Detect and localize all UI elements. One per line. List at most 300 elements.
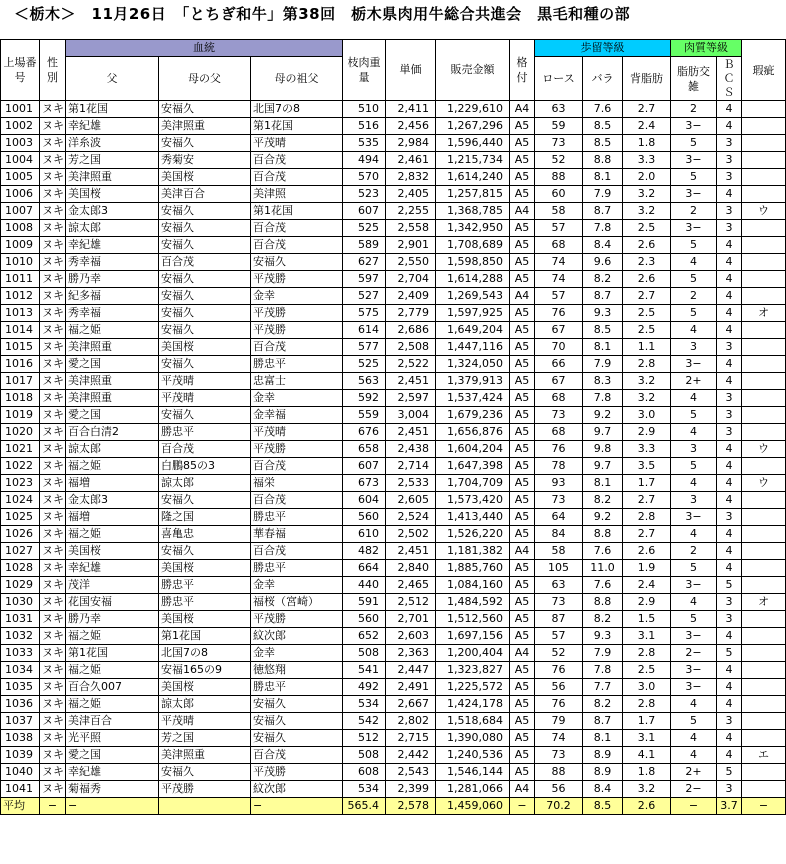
cell-marbling: 2	[671, 288, 717, 305]
cell-bcs: 4	[717, 696, 742, 713]
table-row	[1, 203, 786, 220]
cell-mothers-father: 勝忠平	[159, 424, 251, 441]
cell-no: 1025	[1, 509, 40, 526]
cell-unit-price: 2,451	[386, 373, 436, 390]
cell-no: 1026	[1, 526, 40, 543]
cell-mothers-grandfather: 徳悠翔	[251, 662, 343, 679]
cell-no: 1021	[1, 441, 40, 458]
cell-grade: A5	[510, 441, 535, 458]
cell-bcs: 4	[717, 560, 742, 577]
cell-mothers-father: 北国7の8	[159, 645, 251, 662]
cell-defect	[742, 577, 786, 594]
cell-unit-price: 2,442	[386, 747, 436, 764]
cell-mothers-father: 安福久	[159, 203, 251, 220]
cell-rib: 9.2	[583, 509, 623, 526]
cell-sex: ヌキ	[40, 458, 66, 475]
cell-sales: 1,518,684	[436, 713, 510, 730]
table-row	[1, 237, 786, 254]
cell-rib: 7.6	[583, 577, 623, 594]
cell-marbling: 4	[671, 594, 717, 611]
table-header	[1, 40, 786, 101]
cell-loin: 63	[535, 101, 583, 118]
cell-unit-price: 2,255	[386, 203, 436, 220]
cell-mothers-father: 喜亀忠	[159, 526, 251, 543]
cell-grade: A5	[510, 696, 535, 713]
cell-weight: 627	[343, 254, 386, 271]
cell-sex: ヌキ	[40, 237, 66, 254]
cell-defect	[742, 237, 786, 254]
cell-sex: ヌキ	[40, 271, 66, 288]
cell-father: 美津照重	[66, 339, 159, 356]
cell-rib: 7.8	[583, 662, 623, 679]
table-row	[1, 390, 786, 407]
cell-rib: 7.6	[583, 101, 623, 118]
cell-father: 勝乃幸	[66, 611, 159, 628]
cell-loin: 56	[535, 781, 583, 798]
cell-father: 金太郎3	[66, 492, 159, 509]
cell-unit-price: 2,512	[386, 594, 436, 611]
cell-unit-price: 2,399	[386, 781, 436, 798]
cell-rib: 8.2	[583, 696, 623, 713]
cell-no: 1019	[1, 407, 40, 424]
cell-defect	[742, 322, 786, 339]
cell-bcs: 4	[717, 492, 742, 509]
cell-mothers-father: 平茂勝	[159, 781, 251, 798]
cell-father: 福之姫	[66, 458, 159, 475]
cell-mothers-father: 安福久	[159, 220, 251, 237]
cell-marbling: 3−	[671, 186, 717, 203]
cell-rib: 9.3	[583, 305, 623, 322]
table-row	[1, 407, 786, 424]
cell-no: 1034	[1, 662, 40, 679]
cell-back-fat: 2.5	[623, 662, 671, 679]
cell-marbling: 5	[671, 169, 717, 186]
cell-sales: 1,512,560	[436, 611, 510, 628]
cell-bcs: 3	[717, 424, 742, 441]
cell-rib: 8.1	[583, 169, 623, 186]
cell-sales: 1,614,288	[436, 271, 510, 288]
cell-no: 1032	[1, 628, 40, 645]
cell-rib: 8.5	[583, 135, 623, 152]
cell-father: 美国桜	[66, 186, 159, 203]
cell-grade: A5	[510, 118, 535, 135]
cell-bcs: 4	[717, 288, 742, 305]
cell-no: 1020	[1, 424, 40, 441]
cell-unit-price: 2,508	[386, 339, 436, 356]
cell-father: 花国安福	[66, 594, 159, 611]
cell-marbling: 4	[671, 475, 717, 492]
cell-loin: 73	[535, 594, 583, 611]
cell-weight: 607	[343, 458, 386, 475]
cell-back-fat: 2.4	[623, 577, 671, 594]
cell-father: 茂洋	[66, 577, 159, 594]
cell-weight: 676	[343, 424, 386, 441]
table-row	[1, 645, 786, 662]
cell-weight: 525	[343, 356, 386, 373]
cell-grade: A4	[510, 781, 535, 798]
cell-grade: A5	[510, 186, 535, 203]
table-row	[1, 662, 786, 679]
table-row	[1, 271, 786, 288]
cell-grade: A5	[510, 407, 535, 424]
cell-father: 福増	[66, 509, 159, 526]
cell-no: 1031	[1, 611, 40, 628]
cell-sales: 1,537,424	[436, 390, 510, 407]
cell-sex: ヌキ	[40, 509, 66, 526]
header-back-fat: 背脂肪	[623, 57, 671, 101]
cell-sex: ヌキ	[40, 679, 66, 696]
cell-no: 1030	[1, 594, 40, 611]
cell-father: 福之姫	[66, 322, 159, 339]
table-row	[1, 781, 786, 798]
cell-marbling: 4	[671, 322, 717, 339]
cell-defect	[742, 645, 786, 662]
cell-loin: 52	[535, 645, 583, 662]
cell-father: 洋糸波	[66, 135, 159, 152]
cell-loin: 67	[535, 322, 583, 339]
table-row	[1, 169, 786, 186]
cell-mothers-grandfather: 平茂勝	[251, 611, 343, 628]
cell-father: 百合白清2	[66, 424, 159, 441]
cell-sex: ヌキ	[40, 577, 66, 594]
header-rib: バラ	[583, 57, 623, 101]
cell-defect	[742, 560, 786, 577]
cell-loin: 74	[535, 254, 583, 271]
cell-mothers-father: 安福久	[159, 322, 251, 339]
cell-grade: A4	[510, 288, 535, 305]
cell-back-fat: 1.8	[623, 135, 671, 152]
cell-mothers-father: 安福久	[159, 288, 251, 305]
cell-weight: 604	[343, 492, 386, 509]
cell-back-fat: 2.6	[623, 543, 671, 560]
cell-no: 1012	[1, 288, 40, 305]
table-row	[1, 543, 786, 560]
cell-weight: 542	[343, 713, 386, 730]
cell-grade: A5	[510, 339, 535, 356]
cell-mothers-father: 安福久	[159, 271, 251, 288]
average-father: −	[66, 798, 159, 815]
cell-mothers-grandfather: 第1花国	[251, 118, 343, 135]
cell-no: 1039	[1, 747, 40, 764]
cell-mothers-grandfather: 勝忠平	[251, 560, 343, 577]
cell-bcs: 3	[717, 594, 742, 611]
cell-rib: 9.7	[583, 424, 623, 441]
header-no: 上場番号	[1, 40, 40, 101]
cell-unit-price: 2,465	[386, 577, 436, 594]
cell-marbling: 5	[671, 407, 717, 424]
cell-back-fat: 1.7	[623, 713, 671, 730]
table-row	[1, 492, 786, 509]
cell-bcs: 4	[717, 322, 742, 339]
cell-unit-price: 2,603	[386, 628, 436, 645]
cell-bcs: 4	[717, 254, 742, 271]
cell-unit-price: 2,502	[386, 526, 436, 543]
average-marbling: −	[671, 798, 717, 815]
cell-sales: 1,269,543	[436, 288, 510, 305]
cell-father: 秀幸福	[66, 254, 159, 271]
cell-sales: 1,885,760	[436, 560, 510, 577]
cell-mothers-father: 美国桜	[159, 679, 251, 696]
cell-bcs: 3	[717, 220, 742, 237]
cell-marbling: 5	[671, 560, 717, 577]
cell-mothers-grandfather: 平茂勝	[251, 441, 343, 458]
table-row	[1, 713, 786, 730]
cell-marbling: 2−	[671, 781, 717, 798]
table-row	[1, 577, 786, 594]
cell-loin: 79	[535, 713, 583, 730]
cell-unit-price: 2,802	[386, 713, 436, 730]
cell-back-fat: 2.8	[623, 509, 671, 526]
cell-sex: ヌキ	[40, 135, 66, 152]
cell-back-fat: 2.3	[623, 254, 671, 271]
cell-loin: 76	[535, 441, 583, 458]
cell-back-fat: 3.0	[623, 407, 671, 424]
cell-no: 1038	[1, 730, 40, 747]
cell-back-fat: 4.1	[623, 747, 671, 764]
cell-no: 1010	[1, 254, 40, 271]
cell-defect	[742, 628, 786, 645]
cell-rib: 8.8	[583, 152, 623, 169]
cell-back-fat: 1.1	[623, 339, 671, 356]
cell-sales: 1,697,156	[436, 628, 510, 645]
header-defect: 瑕疵	[742, 40, 786, 101]
header-yield-grade: 歩留等級	[535, 40, 671, 57]
cell-sales: 1,424,178	[436, 696, 510, 713]
cell-mothers-grandfather: 金幸福	[251, 407, 343, 424]
cell-sex: ヌキ	[40, 118, 66, 135]
cell-grade: A5	[510, 271, 535, 288]
cell-sex: ヌキ	[40, 203, 66, 220]
cell-bcs: 4	[717, 730, 742, 747]
cell-loin: 68	[535, 390, 583, 407]
table-row	[1, 322, 786, 339]
cell-weight: 592	[343, 390, 386, 407]
cell-no: 1022	[1, 458, 40, 475]
cell-weight: 494	[343, 152, 386, 169]
cell-mothers-father: 隆之国	[159, 509, 251, 526]
cell-mothers-grandfather: 百合茂	[251, 152, 343, 169]
table-row	[1, 101, 786, 118]
cell-sales: 1,215,734	[436, 152, 510, 169]
cell-defect	[742, 781, 786, 798]
cell-bcs: 4	[717, 305, 742, 322]
cell-loin: 64	[535, 509, 583, 526]
cell-father: 菊福秀	[66, 781, 159, 798]
cell-no: 1027	[1, 543, 40, 560]
cell-bcs: 4	[717, 475, 742, 492]
cell-rib: 8.7	[583, 288, 623, 305]
cell-mothers-father: 美国桜	[159, 560, 251, 577]
cell-bcs: 3	[717, 169, 742, 186]
cell-father: 諒太郎	[66, 220, 159, 237]
cell-father: 福増	[66, 475, 159, 492]
cell-sex: ヌキ	[40, 169, 66, 186]
header-father: 父	[66, 57, 159, 101]
cell-marbling: 4	[671, 696, 717, 713]
cell-rib: 7.7	[583, 679, 623, 696]
cell-unit-price: 2,667	[386, 696, 436, 713]
table-row	[1, 441, 786, 458]
cell-father: 幸紀雄	[66, 118, 159, 135]
cell-sales: 1,704,709	[436, 475, 510, 492]
table-row	[1, 696, 786, 713]
cell-bcs: 3	[717, 152, 742, 169]
cell-defect	[742, 288, 786, 305]
cell-loin: 68	[535, 424, 583, 441]
cell-grade: A5	[510, 373, 535, 390]
cell-weight: 512	[343, 730, 386, 747]
cell-sex: ヌキ	[40, 407, 66, 424]
cell-unit-price: 2,550	[386, 254, 436, 271]
cell-no: 1033	[1, 645, 40, 662]
cell-father: 幸紀雄	[66, 237, 159, 254]
cell-grade: A4	[510, 203, 535, 220]
cell-loin: 63	[535, 577, 583, 594]
cell-bcs: 4	[717, 373, 742, 390]
cell-mothers-father: 秀菊安	[159, 152, 251, 169]
cell-weight: 525	[343, 220, 386, 237]
cell-back-fat: 2.7	[623, 526, 671, 543]
cell-back-fat: 1.9	[623, 560, 671, 577]
cell-mothers-grandfather: 百合茂	[251, 492, 343, 509]
cell-rib: 8.7	[583, 203, 623, 220]
cell-no: 1016	[1, 356, 40, 373]
cell-sex: ヌキ	[40, 339, 66, 356]
cell-marbling: 3	[671, 441, 717, 458]
cell-mothers-grandfather: 勝忠平	[251, 356, 343, 373]
cell-sex: ヌキ	[40, 594, 66, 611]
cell-mothers-father: 安福165の9	[159, 662, 251, 679]
cell-sex: ヌキ	[40, 747, 66, 764]
cell-sex: ヌキ	[40, 475, 66, 492]
cell-back-fat: 1.7	[623, 475, 671, 492]
table-body	[1, 101, 786, 815]
cell-grade: A5	[510, 356, 535, 373]
average-unit-price: 2,578	[386, 798, 436, 815]
cell-mothers-grandfather: 紋次郎	[251, 628, 343, 645]
cell-marbling: 3−	[671, 220, 717, 237]
average-rib: 8.5	[583, 798, 623, 815]
cell-grade: A5	[510, 322, 535, 339]
cell-back-fat: 3.2	[623, 373, 671, 390]
cell-mothers-grandfather: 平茂晴	[251, 135, 343, 152]
cell-sex: ヌキ	[40, 305, 66, 322]
cell-weight: 510	[343, 101, 386, 118]
cell-grade: A5	[510, 730, 535, 747]
cell-back-fat: 2.0	[623, 169, 671, 186]
cell-sex: ヌキ	[40, 781, 66, 798]
average-loin: 70.2	[535, 798, 583, 815]
cell-father: 諒太郎	[66, 441, 159, 458]
cell-back-fat: 2.7	[623, 101, 671, 118]
cell-mothers-grandfather: 金幸	[251, 390, 343, 407]
cell-grade: A5	[510, 747, 535, 764]
header-bcs: ＢＣＳ	[717, 57, 742, 101]
cell-father: 美津照重	[66, 390, 159, 407]
cell-sales: 1,267,296	[436, 118, 510, 135]
cell-father: 秀幸福	[66, 305, 159, 322]
cell-grade: A5	[510, 458, 535, 475]
cell-unit-price: 2,901	[386, 237, 436, 254]
cell-defect: オ	[742, 594, 786, 611]
page-title: ＜栃木＞ 11月26日 「とちぎ和牛」第38回 栃木県肉用牛総合共進会 黒毛和種の部	[14, 5, 631, 23]
cell-sex: ヌキ	[40, 152, 66, 169]
cell-sales: 1,656,876	[436, 424, 510, 441]
header-meat-grade: 肉質等級	[671, 40, 742, 57]
cell-loin: 57	[535, 288, 583, 305]
cell-defect	[742, 526, 786, 543]
cell-unit-price: 2,533	[386, 475, 436, 492]
cell-weight: 607	[343, 203, 386, 220]
cell-rib: 7.8	[583, 220, 623, 237]
cell-unit-price: 2,714	[386, 458, 436, 475]
cell-mothers-grandfather: 安福久	[251, 730, 343, 747]
average-sex: −	[40, 798, 66, 815]
cell-back-fat: 3.1	[623, 628, 671, 645]
cell-marbling: 3−	[671, 577, 717, 594]
cell-father: 第1花国	[66, 645, 159, 662]
cell-defect	[742, 730, 786, 747]
cell-sex: ヌキ	[40, 492, 66, 509]
table-row	[1, 135, 786, 152]
cell-rib: 8.8	[583, 594, 623, 611]
cell-bcs: 4	[717, 747, 742, 764]
cell-back-fat: 3.2	[623, 781, 671, 798]
cell-rib: 8.9	[583, 747, 623, 764]
cell-back-fat: 2.5	[623, 305, 671, 322]
cell-mothers-father: 安福久	[159, 237, 251, 254]
cell-no: 1007	[1, 203, 40, 220]
cell-marbling: 5	[671, 305, 717, 322]
cell-bcs: 3	[717, 509, 742, 526]
cell-bcs: 4	[717, 271, 742, 288]
cell-back-fat: 3.3	[623, 152, 671, 169]
cell-father: 福之姫	[66, 628, 159, 645]
cell-father: 百合久007	[66, 679, 159, 696]
cell-marbling: 4	[671, 730, 717, 747]
cell-sex: ヌキ	[40, 424, 66, 441]
average-no: 平均	[1, 798, 40, 815]
cell-grade: A5	[510, 662, 535, 679]
cell-rib: 9.8	[583, 441, 623, 458]
cell-bcs: 4	[717, 356, 742, 373]
cell-marbling: 5	[671, 713, 717, 730]
cell-bcs: 3	[717, 135, 742, 152]
cell-loin: 74	[535, 730, 583, 747]
cell-marbling: 3−	[671, 628, 717, 645]
cell-unit-price: 2,451	[386, 543, 436, 560]
cell-mothers-grandfather: 平茂勝	[251, 764, 343, 781]
cell-back-fat: 1.5	[623, 611, 671, 628]
cell-weight: 658	[343, 441, 386, 458]
cell-marbling: 3	[671, 492, 717, 509]
table-row	[1, 628, 786, 645]
cell-marbling: 5	[671, 135, 717, 152]
cell-father: 幸紀雄	[66, 764, 159, 781]
cell-bcs: 4	[717, 118, 742, 135]
cell-sales: 1,281,066	[436, 781, 510, 798]
cell-defect	[742, 339, 786, 356]
cell-mothers-grandfather: 百合茂	[251, 747, 343, 764]
cell-loin: 84	[535, 526, 583, 543]
cell-unit-price: 2,447	[386, 662, 436, 679]
cell-no: 1001	[1, 101, 40, 118]
cell-marbling: 2	[671, 101, 717, 118]
cell-mothers-grandfather: 華春福	[251, 526, 343, 543]
cell-loin: 73	[535, 747, 583, 764]
cell-rib: 9.3	[583, 628, 623, 645]
cell-no: 1037	[1, 713, 40, 730]
